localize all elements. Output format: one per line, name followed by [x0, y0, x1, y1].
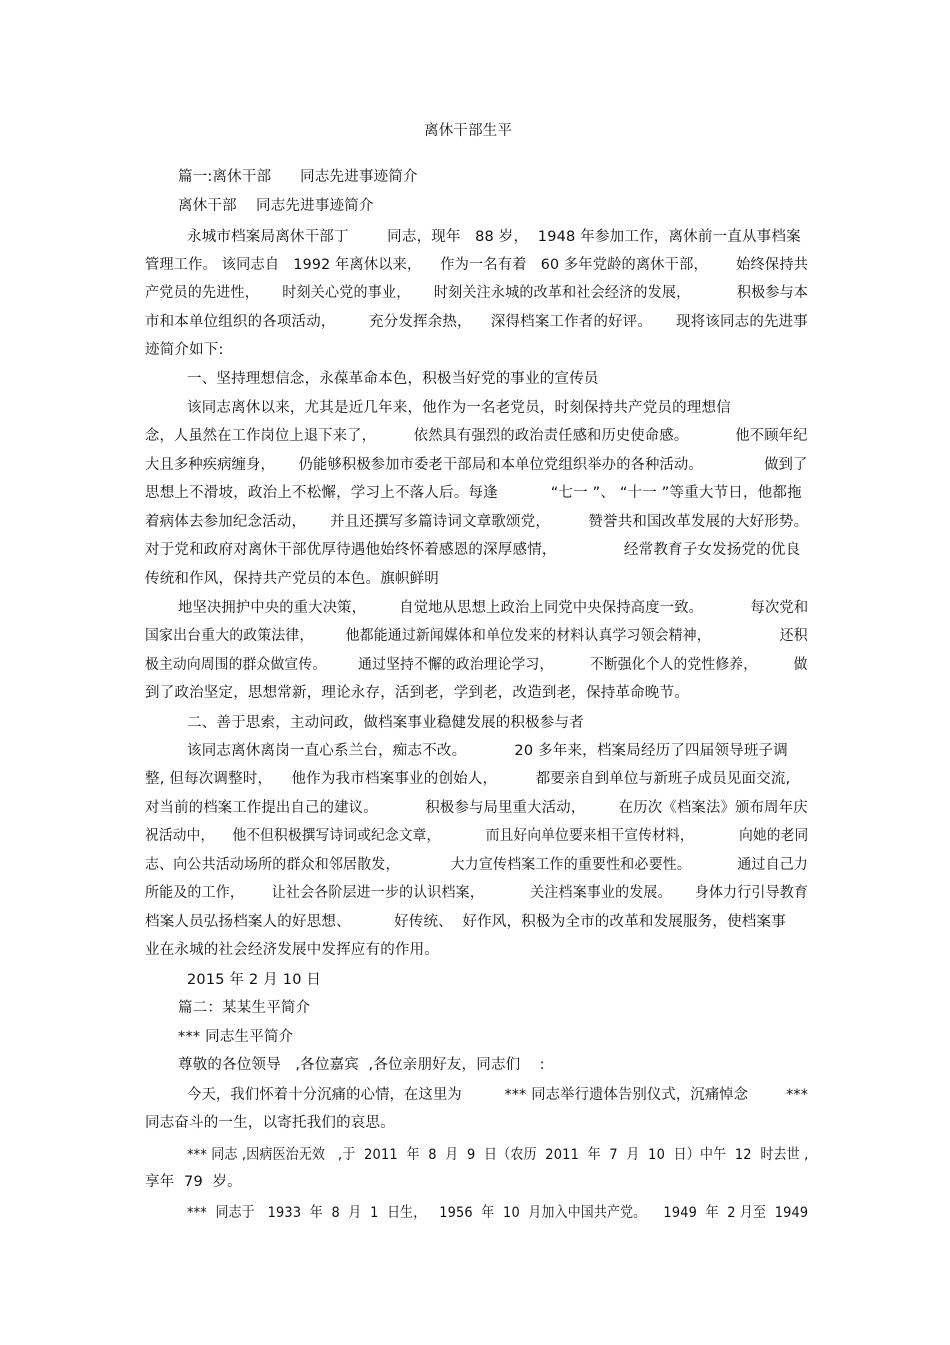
paragraph-line: 对当前的档案工作提出自己的建议。 积极参与局里重大活动， 在历次《档案法》颁布周年庆 [145, 800, 808, 816]
paragraph-line: *** 同志 ,因病医治无效 ,于 2011 年 8 月 9 日（农历 2011 年 7 月 10 日）中午 12 时去世 , [187, 1147, 809, 1163]
paragraph-line: 同志奋斗的一生，以寄托我们的哀思。 [145, 1115, 395, 1131]
paragraph-line: 管理工作。 该同志自 1992 年离休以来， 作为一名有着 60 多年党龄的离休干部， 始终保持共 [145, 257, 809, 273]
paragraph-line: 享年 79 岁。 [145, 1174, 242, 1190]
paragraph-line: 业在永城的社会经济发展中发挥应有的作用。 [145, 942, 439, 958]
paragraph-line: 该同志离休离岗一直心系兰台，痴志不改。 20 多年来，档案局经历了四届领导班子调 [187, 743, 788, 759]
paragraph-line: 市和本单位组织的各项活动， 充分发挥余热， 深得档案工作者的好评。 现将该同志的先进事 [145, 314, 808, 330]
paragraph-line: 尊敬的各位领导 ,各位嘉宾 ,各位亲朋好友，同志们 : [178, 1057, 545, 1073]
document-title: 离休干部生平 [424, 123, 513, 139]
paragraph-line: 该同志离休以来，尤其是近几年来，他作为一名老党员，时刻保持共产党员的理想信 [187, 400, 731, 416]
paragraph-line: 传统和作风，保持共产党员的本色。旗帜鲜明 [145, 571, 439, 587]
paragraph-line: 永城市档案局离休干部丁 同志，现年 88 岁， 1948 年参加工作，离休前一直从事档案 [187, 229, 801, 245]
section-heading: 篇二：某某生平简介 [178, 1000, 311, 1016]
paragraph-line: 迹简介如下: [145, 342, 224, 358]
paragraph-line: 到了政治坚定，思想常新，理论永存，活到老，学到老，改造到老，保持革命晚节。 [145, 685, 689, 701]
paragraph-line: 档案人员弘扬档案人的好思想、 好传统、 好作风，积极为全市的改革和发展服务，使档案事 [145, 914, 786, 930]
paragraph-line: 地坚决拥护中央的重大决策， 自觉地从思想上政治上同党中央保持高度一致。 每次党和 [178, 600, 809, 616]
section-heading: 二、善于思索，主动问政，做档案事业稳健发展的积极参与者 [187, 715, 584, 731]
sub-heading: 离休干部 同志先进事迹简介 [178, 198, 374, 214]
paragraph-line: 祝活动中， 他不但积极撰写诗词或纪念文章， 而且好向单位要来相干宣传材料， 向她的老同 [145, 828, 809, 844]
paragraph-line: 志、向公共活动场所的群众和邻居散发， 大力宣传档案工作的重要性和必要性。 通过自己力 [145, 857, 809, 873]
paragraph-line: *** 同志于 1933 年 8 月 1 日生， 1956 年 10 月加入中国共产党。 1949 年 2 月至 1949 [187, 1205, 809, 1221]
paragraph-line: 大且多种疾病缠身， 仍能够积极参加市委老干部局和本单位党组织举办的各种活动。 做到了 [145, 457, 808, 473]
paragraph-line: 今天，我们怀着十分沉痛的心情，在这里为 *** 同志举行遗体告别仪式，沉痛悼念 *** [187, 1087, 809, 1103]
section-heading: 一、坚持理想信念，永葆革命本色，积极当好党的事业的宣传员 [187, 371, 599, 387]
paragraph-line: 国家出台重大的政策法律， 他都能通过新闻媒体和单位发来的材料认真学习领会精神， 还积 [145, 628, 808, 644]
paragraph-line: 念，人虽然在工作岗位上退下来了， 依然具有强烈的政治责任感和历史使命感。 他不顾年纪 [145, 428, 808, 444]
paragraph-line: 着病体去参加纪念活动， 并且还撰写多篇诗词文章歌颂党， 赞誉共和国改革发展的大好形势。 [145, 514, 809, 530]
sub-heading: *** 同志生平简介 [178, 1029, 294, 1045]
paragraph-line: 产党员的先进性， 时刻关心党的事业， 时刻关注永城的改革和社会经济的发展， 积极参与本 [145, 285, 809, 301]
paragraph-line: 思想上不滑坡，政治上不松懈，学习上不落人后。每逢 “七一 ”、 “十一 ”等重大节日，他都拖 [145, 485, 802, 501]
paragraph-line: 对于党和政府对离休干部优厚待遇他始终怀着感恩的深厚感情， 经常教育子女发扬党的优良 [145, 542, 801, 558]
paragraph-line: 整, 但每次调整时， 他作为我市档案事业的创始人， 都要亲自到单位与新班子成员见面交流, [145, 771, 791, 787]
date-line: 2015 年 2 月 10 日 [187, 972, 322, 988]
section-heading: 篇一:离休干部 同志先进事迹简介 [178, 169, 418, 185]
paragraph-line: 极主动向周围的群众做宣传。 通过坚持不懈的政治理论学习， 不断强化个人的党性修养， 做 [145, 657, 808, 673]
paragraph-line: 所能及的工作， 让社会各阶层进一步的认识档案， 关注档案事业的发展。 身体力行引导教育 [145, 885, 809, 901]
